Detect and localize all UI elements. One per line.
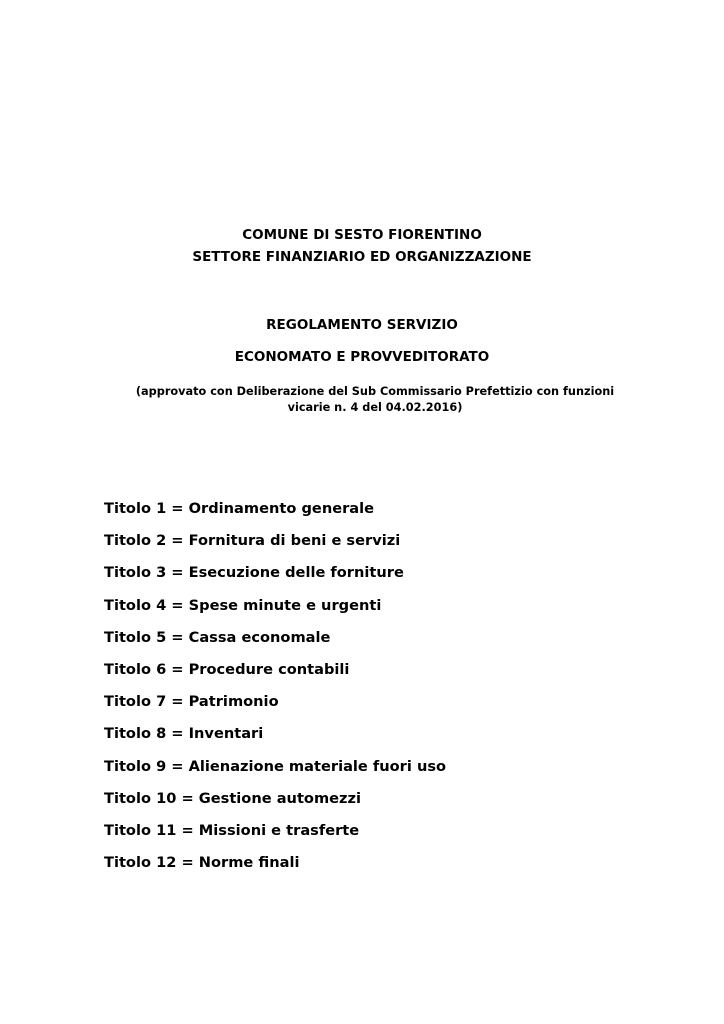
regulation-title: REGOLAMENTO SERVIZIO [266,317,458,333]
title-item-10: Titolo 10 = Gestione automezzi [104,789,362,807]
title-item-6: Titolo 6 = Procedure contabili [104,660,350,678]
title-item-7: Titolo 7 = Patrimonio [104,693,279,711]
title-item-2: Titolo 2 = Fornitura di beni e servizi [104,532,401,550]
title-item-4: Titolo 4 = Spese minute e urgenti [104,596,382,614]
department-name: SETTORE FINANZIARIO ED ORGANIZZAZIONE [192,249,532,265]
regulation-subtitle: ECONOMATO E PROVVEDITORATO [234,349,490,365]
title-item-1: Titolo 1 = Ordinamento generale [104,500,375,517]
title-item-9: Titolo 9 = Alienazione materiale fuori uso [104,757,447,775]
title-item-5: Titolo 5 = Cassa economale [104,628,331,646]
title-item-3: Titolo 3 = Esecuzione delle forniture [104,564,404,582]
approval-note-line-2: vicarie n. 4 del 04.02.2016) [287,401,463,414]
title-item-8: Titolo 8 = Inventari [104,725,264,743]
approval-note-line-1: (approvato con Deliberazione del Sub Commissario Prefettizio con funzioni [135,385,615,398]
approval-note [110,384,640,416]
titles-list [104,497,446,883]
municipality-name: COMUNE DI SESTO FIORENTINO [242,227,482,243]
title-item-11: Titolo 11 = Missioni e trasferte [104,821,360,839]
title-item-12: Titolo 12 = Norme finali [104,854,300,872]
